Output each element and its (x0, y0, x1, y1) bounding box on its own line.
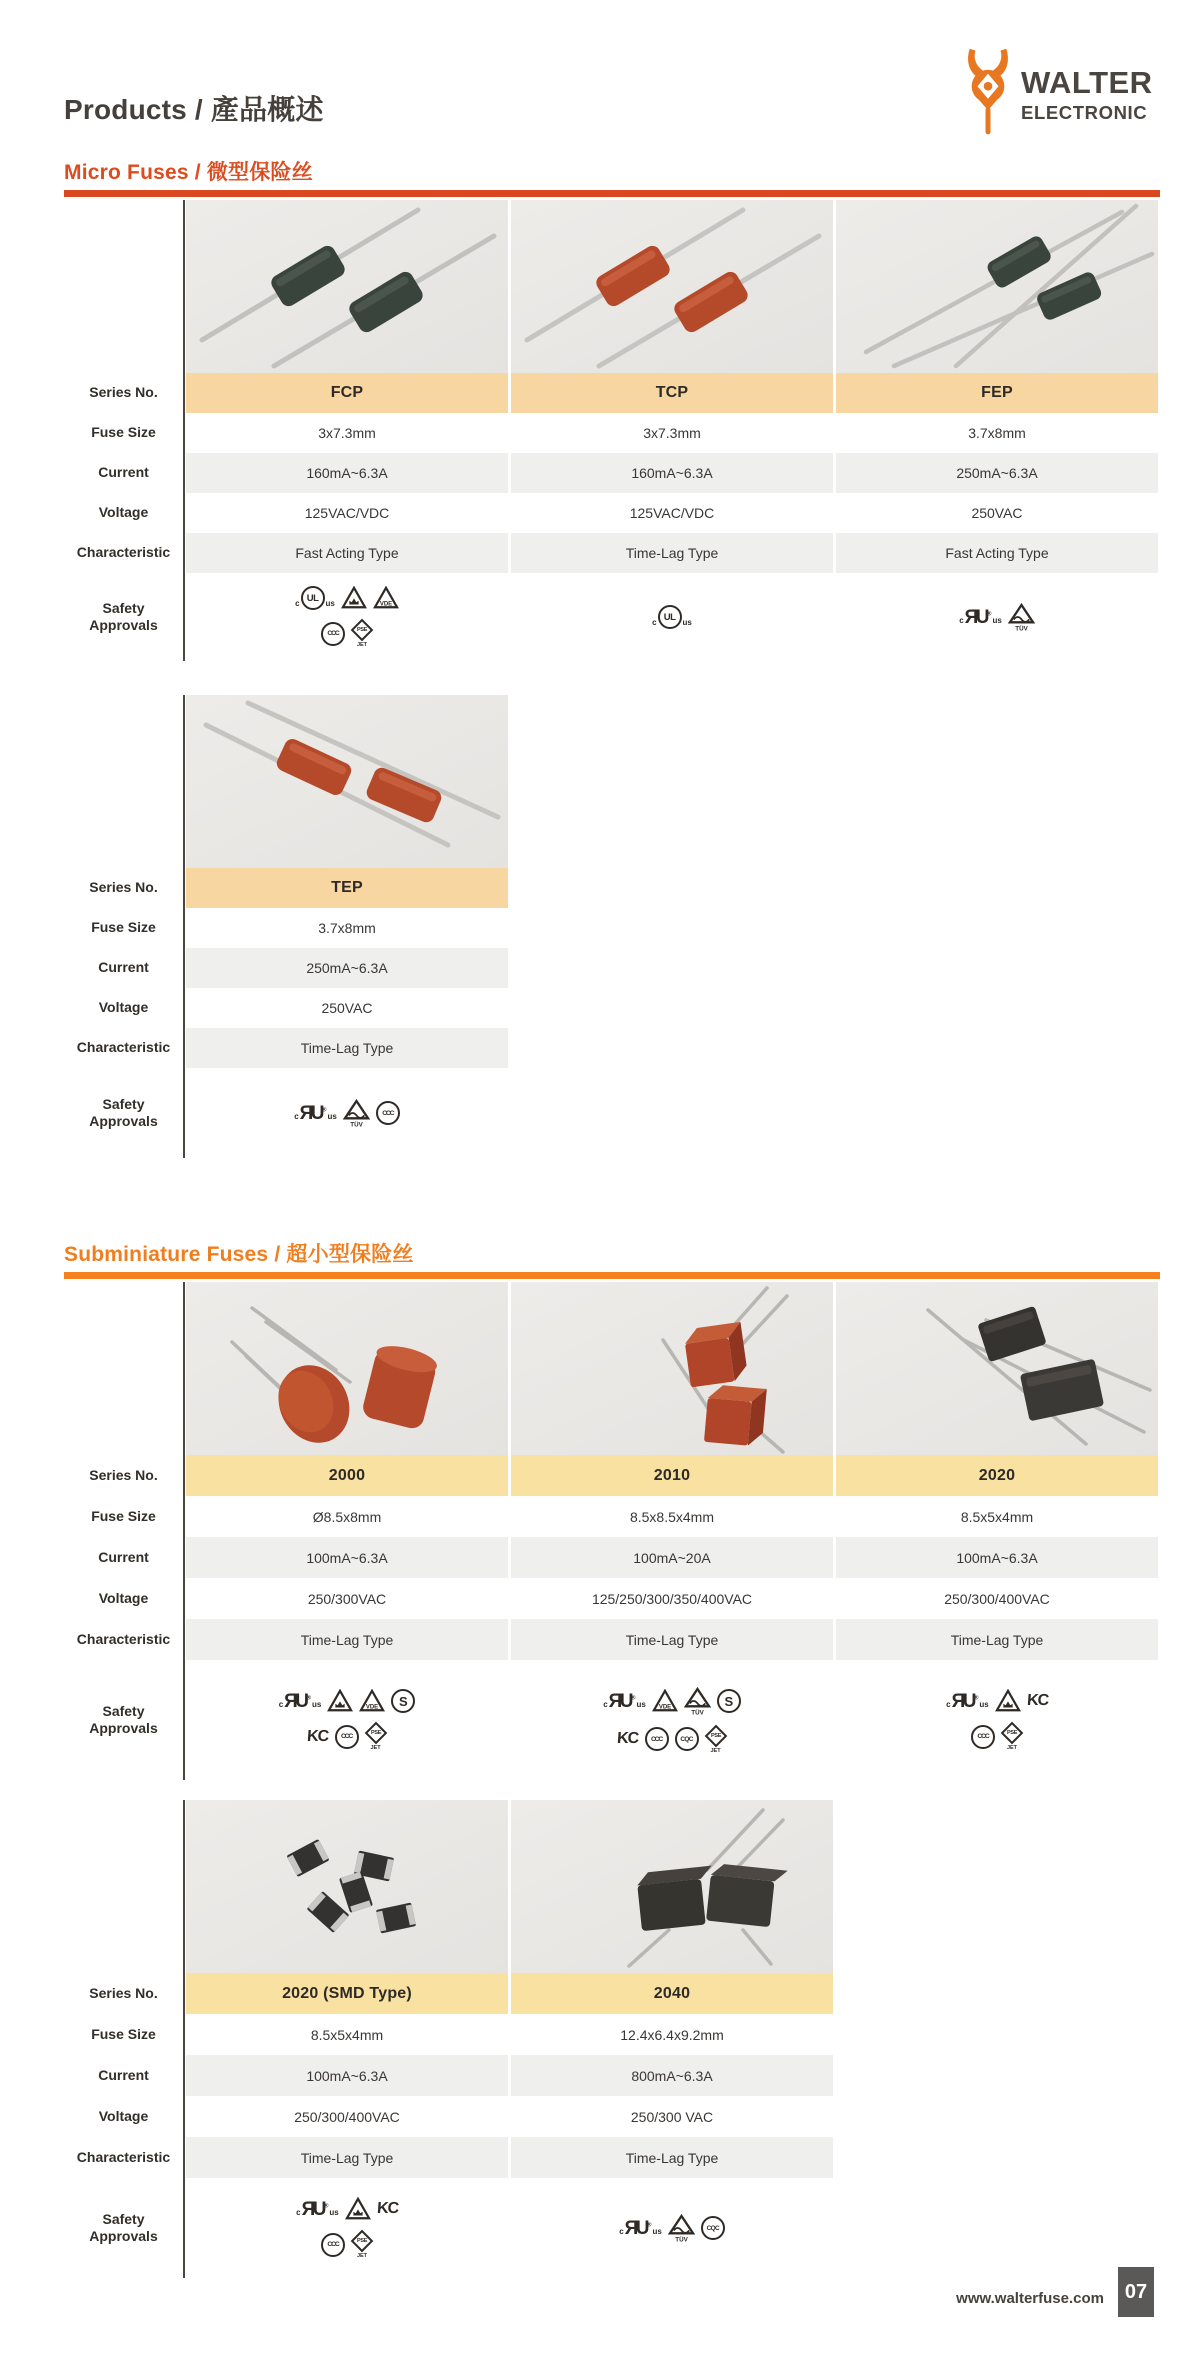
page-number: 07 (1124, 2280, 1148, 2303)
safety-approvals-cell (186, 2178, 508, 2278)
current-value: 100mA~6.3A (836, 1537, 1158, 1578)
series-2020-smd-fuse-photo (186, 1800, 508, 1973)
fuse-size-value: 3.7x8mm (836, 413, 1158, 453)
tuv-icon (1008, 603, 1035, 632)
ul-recognized-icon: c ЯU® us (619, 2217, 662, 2239)
current-value: 160mA~6.3A (511, 453, 833, 493)
voltage-value: 125VAC/VDC (186, 493, 508, 533)
row-label-characteristic: Characteristic (76, 2148, 171, 2165)
row-label-current: Current (98, 959, 149, 976)
row-label-current: Current (98, 1548, 149, 1565)
svg-text:TÜV: TÜV (350, 1121, 363, 1128)
kc-icon: KC (1026, 1692, 1049, 1709)
series-2000-radial-fuse-photo (186, 1282, 508, 1455)
row-label-current: Current (98, 464, 149, 481)
vde-crown-icon (345, 2197, 371, 2221)
svg-text:VDE: VDE (658, 1704, 671, 1711)
ccc-icon: CCC (321, 2233, 345, 2257)
pse-icon: PSE JET (705, 1725, 727, 1754)
characteristic-value: Time-Lag Type (511, 1619, 833, 1660)
section-rule-micro (64, 190, 1160, 197)
product-photo-cell (186, 1282, 508, 1455)
product-photo-cell (836, 200, 1158, 373)
ul-recognized-icon: c ЯU® us (278, 1690, 322, 1712)
ccc-icon: CCC (971, 1725, 995, 1749)
tuv-icon (684, 1687, 711, 1716)
page-number-badge (1118, 2267, 1154, 2317)
svg-text:VDE: VDE (379, 601, 393, 608)
fuse-size-value: 12.4x6.4x9.2mm (511, 2014, 833, 2055)
fuse-size-value: Ø8.5x8mm (186, 1496, 508, 1537)
row-label-size: Fuse Size (91, 2025, 156, 2042)
series-value: FCP (186, 373, 508, 413)
row-label-voltage: Voltage (98, 1589, 149, 1606)
svg-text:TÜV: TÜV (691, 1709, 704, 1716)
spacer-cell (64, 200, 183, 373)
product-photo-cell (511, 1282, 833, 1455)
row-label-safety-approvals: Safety Approvals (89, 2210, 158, 2244)
characteristic-value: Time-Lag Type (186, 1028, 508, 1068)
ul-listed-icon: c UL us (295, 586, 335, 610)
current-value: 250mA~6.3A (186, 948, 508, 988)
micro-fuses-table-tep (64, 695, 508, 1158)
characteristic-value: Fast Acting Type (186, 533, 508, 573)
row-label-current: Current (98, 2066, 149, 2083)
subminiature-fuses-table (64, 1282, 1158, 1780)
vde-crown-icon (995, 1689, 1021, 1713)
fuse-size-value: 8.5x8.5x4mm (511, 1496, 833, 1537)
characteristic-value: Fast Acting Type (836, 533, 1158, 573)
vde-crown-icon (341, 586, 367, 610)
website-url: www.walterfuse.com (956, 2290, 1104, 2307)
series-value: 2020 (836, 1455, 1158, 1496)
cqc-icon: CQC (701, 2216, 725, 2240)
logo-brand-name: WALTER (1021, 65, 1153, 100)
fuse-size-value: 8.5x5x4mm (836, 1496, 1158, 1537)
tuv-icon (343, 1099, 370, 1128)
fep-axial-fuse-photo (836, 200, 1158, 373)
section-rule-subminiature (64, 1272, 1160, 1279)
svg-text:TÜV: TÜV (1015, 625, 1028, 632)
row-label-safety-approvals: Safety Approvals (89, 599, 158, 633)
tcp-axial-fuse-photo (511, 200, 833, 373)
current-value: 100mA~20A (511, 1537, 833, 1578)
ccc-icon: CCC (376, 1101, 400, 1125)
pse-icon: PSE JET (1001, 1722, 1023, 1751)
ul-recognized-icon: c ЯU® us (603, 1690, 646, 1712)
subminiature-fuses-table-2 (64, 1800, 833, 2278)
safety-approvals-cell (836, 573, 1158, 661)
walter-logo-icon (963, 45, 1013, 139)
current-value: 100mA~6.3A (186, 2055, 508, 2096)
section-title-subminiature-fuses: Subminiature Fuses / 超小型保险丝 (64, 1243, 414, 1266)
ccc-icon: CCC (321, 622, 345, 646)
row-label-size: Fuse Size (91, 919, 156, 936)
series-2020-square-fuse-photo (836, 1282, 1158, 1455)
kc-icon: KC (376, 2200, 399, 2217)
product-photo-cell (186, 1800, 508, 1973)
voltage-value: 125VAC/VDC (511, 493, 833, 533)
table-divider-line (183, 200, 185, 661)
kc-icon: KC (616, 1730, 640, 1747)
pse-icon: PSE JET (365, 1722, 387, 1751)
row-label-voltage: Voltage (98, 504, 149, 521)
row-label-characteristic: Characteristic (76, 1039, 171, 1056)
characteristic-value: Time-Lag Type (186, 1619, 508, 1660)
row-label-series: Series No. (89, 879, 158, 896)
row-label-series: Series No. (89, 384, 158, 401)
pse-icon: PSE JET (351, 619, 373, 648)
product-photo-cell (511, 200, 833, 373)
series-value: FEP (836, 373, 1158, 413)
series-value: 2000 (186, 1455, 508, 1496)
voltage-value: 250VAC (186, 988, 508, 1028)
voltage-value: 250/300VAC (186, 1578, 508, 1619)
voltage-value: 250/300/400VAC (836, 1578, 1158, 1619)
characteristic-value: Time-Lag Type (836, 1619, 1158, 1660)
ul-recognized-icon: c ЯU® us (294, 1102, 337, 1124)
row-label-voltage: Voltage (98, 999, 149, 1016)
characteristic-value: Time-Lag Type (511, 533, 833, 573)
voltage-value: 250/300/400VAC (186, 2096, 508, 2137)
fuse-size-value: 3.7x8mm (186, 908, 508, 948)
voltage-value: 250/300 VAC (511, 2096, 833, 2137)
row-label-characteristic: Characteristic (76, 1630, 171, 1647)
product-photo-cell (186, 200, 508, 373)
series-value: 2040 (511, 1973, 833, 2014)
voltage-value: 125/250/300/350/400VAC (511, 1578, 833, 1619)
product-photo-cell (511, 1800, 833, 1973)
fcp-axial-fuse-photo (186, 200, 508, 373)
row-label-safety-approvals: Safety Approvals (89, 1702, 158, 1736)
row-label-characteristic: Characteristic (76, 544, 171, 561)
tep-axial-fuse-photo (186, 695, 508, 868)
section-title-micro-fuses: Micro Fuses / 微型保险丝 (64, 161, 313, 184)
spacer-cell (64, 1800, 183, 1973)
ul-listed-icon: c UL us (652, 605, 692, 629)
safety-approvals-cell (186, 573, 508, 661)
cqc-icon: CQC (675, 1727, 699, 1751)
spacer-cell (64, 695, 183, 868)
ccc-icon: CCC (645, 1727, 669, 1751)
series-2010-square-fuse-photo (511, 1282, 833, 1455)
fuse-size-value: 3x7.3mm (186, 413, 508, 453)
vde-triangle-icon (359, 1689, 385, 1713)
series-value: 2020 (SMD Type) (186, 1973, 508, 2014)
safety-approvals-cell (511, 2178, 833, 2278)
safety-approvals-cell (836, 1660, 1158, 1780)
table-divider-line (183, 1800, 185, 2278)
row-label-series: Series No. (89, 1466, 158, 1483)
ccc-icon: CCC (335, 1725, 359, 1749)
ul-recognized-icon: c ЯU® us (946, 1690, 989, 1712)
fuse-size-value: 8.5x5x4mm (186, 2014, 508, 2055)
product-photo-cell (186, 695, 508, 868)
s-mark-icon: S (717, 1689, 741, 1713)
current-value: 800mA~6.3A (511, 2055, 833, 2096)
ul-recognized-icon: c ЯU® us (296, 2198, 339, 2220)
pse-icon: PSE JET (351, 2230, 373, 2259)
characteristic-value: Time-Lag Type (511, 2137, 833, 2178)
logo-text (1021, 67, 1153, 123)
series-value: TEP (186, 868, 508, 908)
logo-brand-sub: ELECTRONIC (1021, 102, 1148, 123)
voltage-value: 250VAC (836, 493, 1158, 533)
walter-electronic-logo (963, 45, 1153, 139)
safety-approvals-cell (186, 1068, 508, 1158)
characteristic-value: Time-Lag Type (186, 2137, 508, 2178)
series-value: 2010 (511, 1455, 833, 1496)
safety-approvals-cell (511, 573, 833, 661)
safety-approvals-cell (186, 1660, 508, 1780)
spacer-cell (64, 1282, 183, 1455)
safety-approvals-cell (511, 1660, 833, 1780)
table-divider-line (183, 695, 185, 1158)
row-label-series: Series No. (89, 1984, 158, 2001)
current-value: 160mA~6.3A (186, 453, 508, 493)
product-photo-cell (836, 1282, 1158, 1455)
row-label-size: Fuse Size (91, 424, 156, 441)
current-value: 100mA~6.3A (186, 1537, 508, 1578)
vde-crown-icon (327, 1689, 353, 1713)
ul-recognized-icon: c ЯU® us (959, 606, 1002, 628)
s-mark-icon: S (391, 1689, 415, 1713)
row-label-size: Fuse Size (91, 1507, 156, 1524)
series-2040-box-fuse-photo (511, 1800, 833, 1973)
row-label-safety-approvals: Safety Approvals (89, 1095, 158, 1129)
fuse-size-value: 3x7.3mm (511, 413, 833, 453)
current-value: 250mA~6.3A (836, 453, 1158, 493)
vde-triangle-icon (652, 1689, 678, 1713)
micro-fuses-table (64, 200, 1158, 661)
row-label-voltage: Voltage (98, 2107, 149, 2124)
svg-text:VDE: VDE (366, 1704, 379, 1711)
svg-text:TÜV: TÜV (675, 2236, 688, 2243)
page-title: Products / 產品概述 (64, 94, 324, 125)
tuv-icon (668, 2214, 695, 2243)
series-value: TCP (511, 373, 833, 413)
table-divider-line (183, 1282, 185, 1780)
vde-triangle-icon (373, 586, 399, 610)
kc-icon: KC (306, 1727, 330, 1745)
